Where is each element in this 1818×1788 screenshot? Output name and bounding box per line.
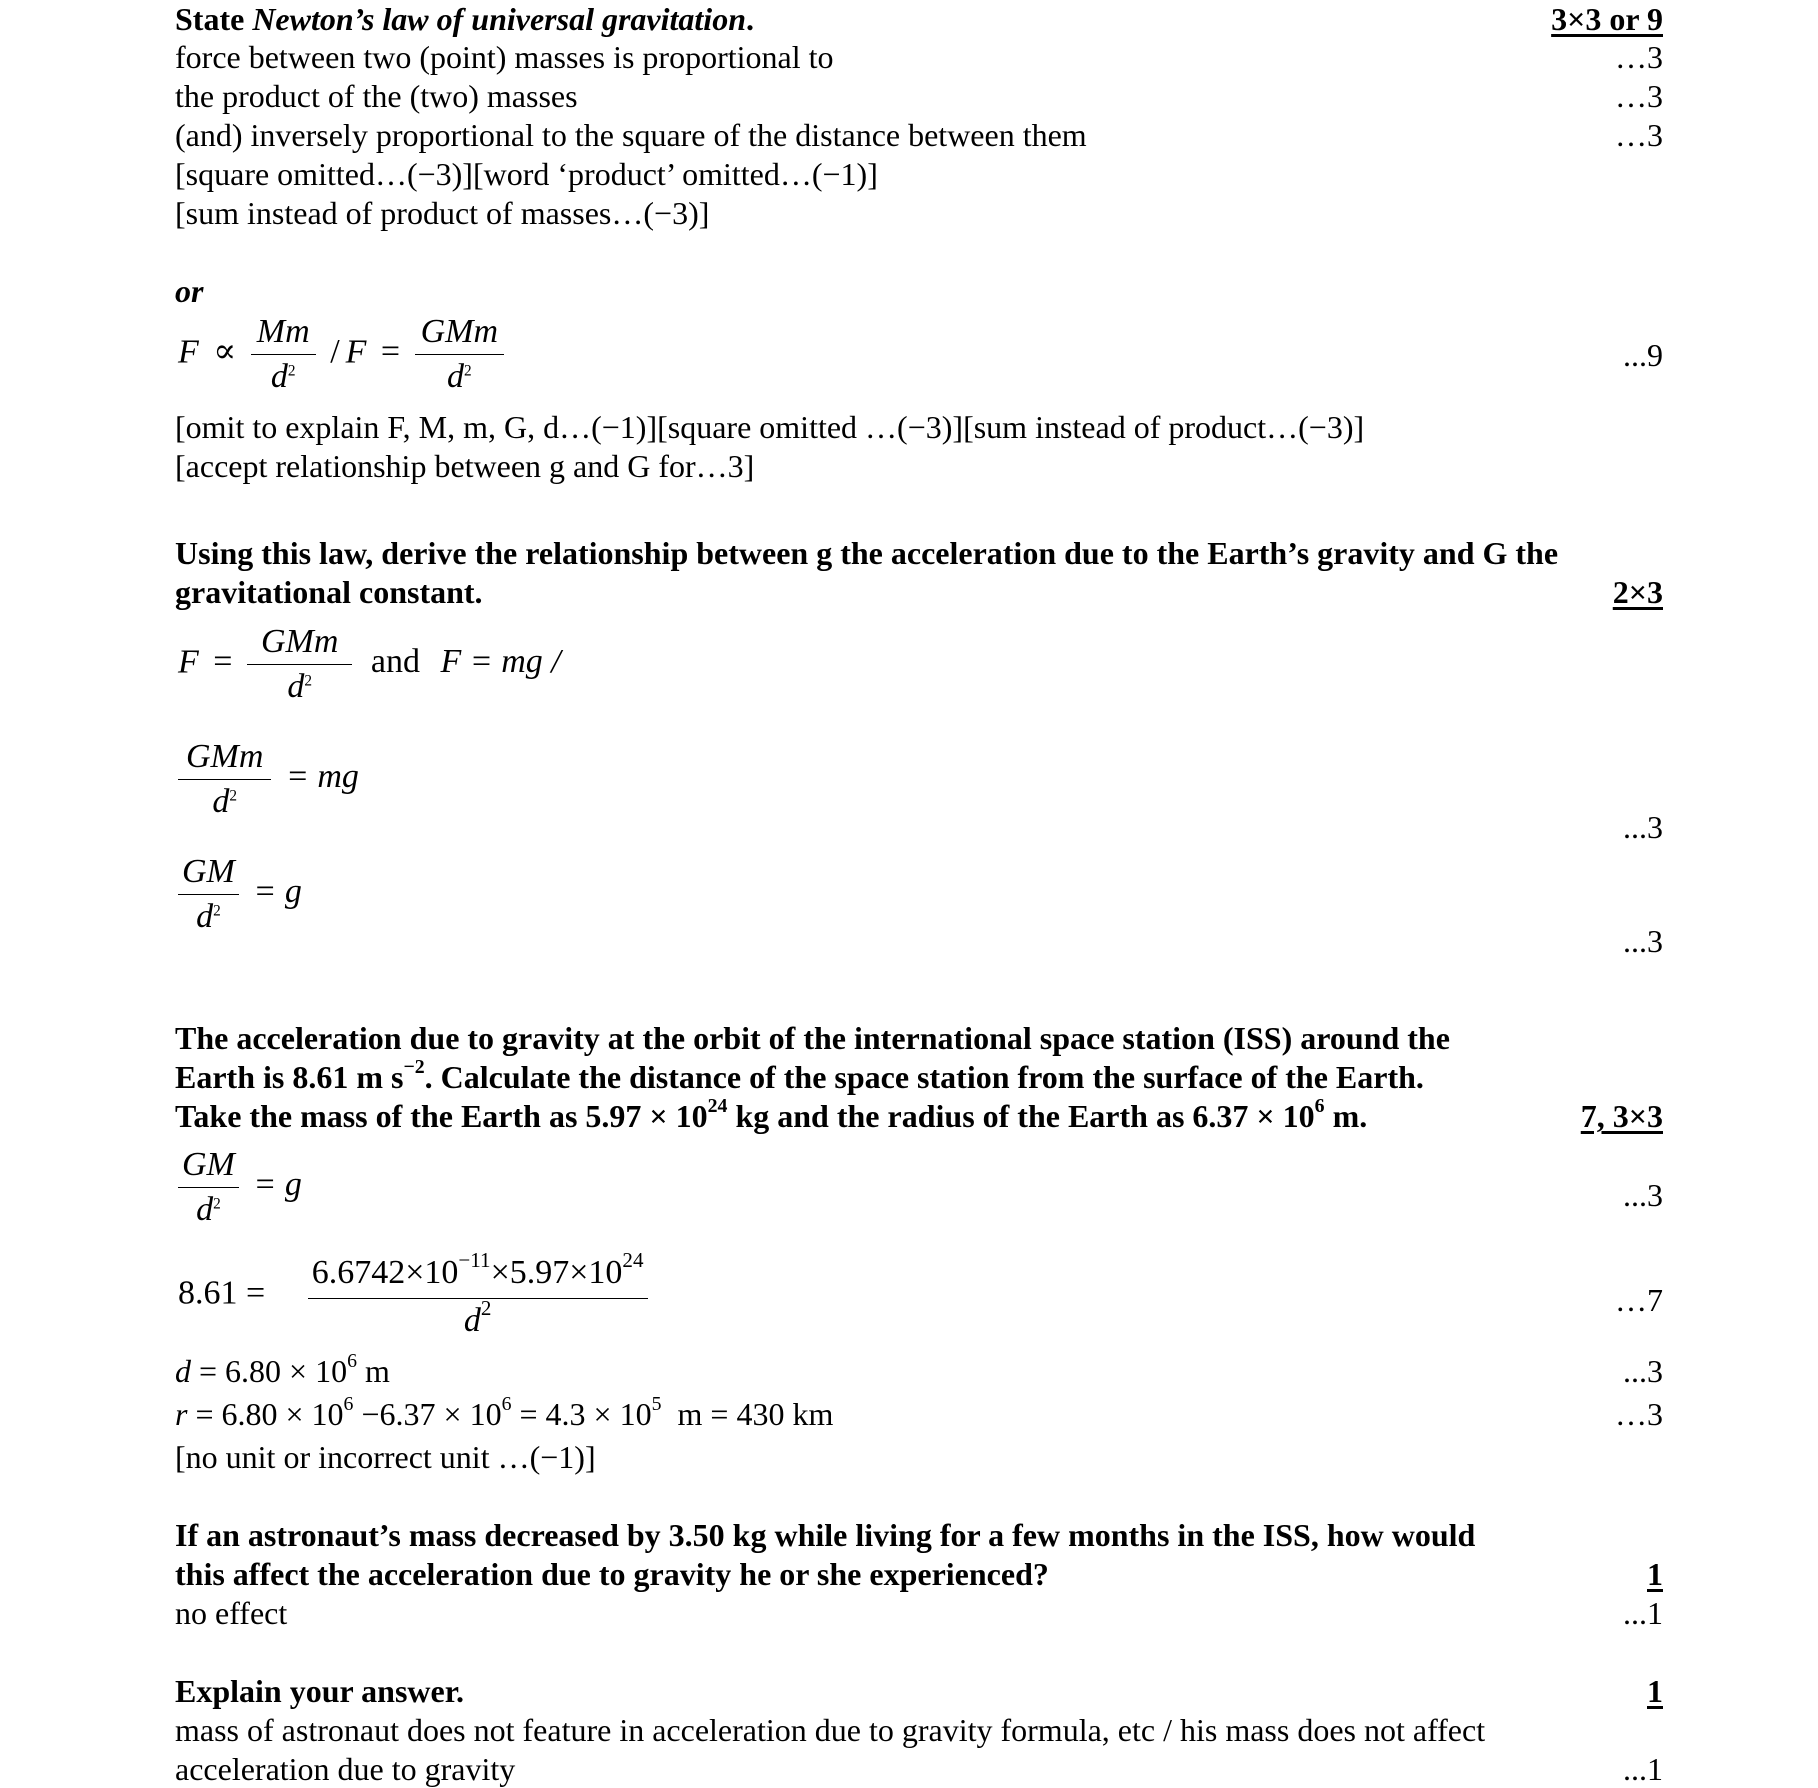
text: 6.6742×10 — [311, 1254, 459, 1291]
numerator: GMm — [178, 735, 271, 780]
marking-note: [accept relationship between g and G for…3] — [175, 448, 755, 484]
marking-note: [omit to explain F, M, m, G, d…(−1)][square omitted …(−3)][sum instead of product…(−3)] — [175, 409, 1365, 445]
numerator: GMm — [415, 310, 504, 355]
den-var: d — [196, 1191, 214, 1228]
question-astronaut-line1: If an astronaut’s mass decreased by 3.50 kg while living for a few months in the ISS, how would — [175, 1517, 1476, 1553]
fraction — [308, 1248, 648, 1343]
marking-note: [sum instead of product of masses…(−3)] — [175, 195, 710, 231]
den-var: d — [270, 358, 288, 395]
denominator — [178, 895, 239, 939]
formula-rhs: F = mg / — [440, 643, 561, 681]
answer-line: force between two (point) masses is proportional to — [175, 39, 834, 75]
answer-mark: …3 — [1615, 78, 1663, 114]
derive-step-3 — [178, 850, 302, 939]
question-astronaut-line2: this affect the acceleration due to gravity he or she experienced? — [175, 1556, 1049, 1592]
text: Take the mass of the Earth as 5.97 × 10 — [175, 1098, 708, 1134]
formula-rhs: = g — [253, 873, 302, 911]
text: ×5.97×10 — [490, 1254, 623, 1291]
fraction — [251, 310, 316, 399]
derive-step-1 — [178, 620, 561, 709]
answer-line: the product of the (two) masses — [175, 78, 578, 114]
calc-mark: ...3 — [1623, 1353, 1663, 1389]
formula-op: = — [213, 643, 233, 681]
denominator — [308, 1296, 648, 1343]
calc-mark: ...3 — [1623, 1177, 1663, 1213]
answer-line: mass of astronaut does not feature in acceleration due to gravity formula, etc / his mass does not affect — [175, 1712, 1486, 1748]
denominator — [178, 1188, 239, 1232]
text: m. — [1324, 1098, 1368, 1134]
question-italic: Newton’s law of universal gravitation — [252, 1, 746, 37]
numerator: GM — [178, 1143, 239, 1188]
exponent: 2 — [304, 672, 313, 690]
text: = 4.3 × 10 — [511, 1396, 652, 1432]
denominator — [178, 780, 271, 824]
fraction — [178, 735, 271, 824]
answer-line: acceleration due to gravity — [175, 1751, 516, 1787]
formula-newton — [178, 310, 504, 399]
formula-rhs: = g — [253, 1166, 302, 1204]
den-var: d — [212, 783, 230, 820]
numerator: Mm — [251, 310, 316, 355]
marks-total-2: 2×3 — [1612, 574, 1663, 610]
exponent: 2 — [480, 1296, 492, 1321]
marks-total-3: 7, 3×3 — [1580, 1098, 1663, 1134]
text: . Calculate the distance of the space station from the surface of the Earth. — [424, 1059, 1424, 1095]
den-var: d — [196, 898, 214, 935]
question-iss-line3 — [175, 1097, 1367, 1135]
denominator — [415, 355, 504, 399]
answer-line: (and) inversely proportional to the square of the distance between them — [175, 117, 1087, 153]
marks-total-4: 1 — [1647, 1556, 1663, 1592]
question-newtons-law — [175, 0, 754, 38]
exponent: 2 — [213, 902, 221, 920]
formula-sep: / — [330, 333, 340, 371]
exponent: −2 — [403, 1056, 425, 1079]
var: r — [175, 1396, 188, 1432]
question-derive-line1: Using this law, derive the relationship between g the acceleration due to the Earth’s gravity and G the — [175, 535, 1559, 571]
exponent: 5 — [651, 1393, 662, 1416]
fraction — [415, 310, 504, 399]
fraction — [178, 850, 239, 939]
denominator — [251, 355, 316, 399]
exponent: 2 — [287, 362, 296, 380]
formula-op: = — [380, 333, 401, 371]
calc-step-4 — [175, 1395, 833, 1433]
answer-mark: …3 — [1615, 117, 1663, 153]
fraction — [178, 1143, 239, 1232]
calc-step-2 — [178, 1248, 648, 1343]
text: = 6.80 × 10 — [187, 1396, 344, 1432]
derive-step-2 — [178, 735, 359, 824]
den-var: d — [447, 358, 464, 395]
exponent: 6 — [347, 1350, 358, 1373]
answer-mark: …3 — [1615, 39, 1663, 75]
answer-mark: ...1 — [1623, 1595, 1663, 1631]
question-prefix: State — [175, 1, 253, 37]
question-explain: Explain your answer. — [175, 1673, 464, 1709]
formula-var: F — [345, 333, 367, 371]
question-iss-line2 — [175, 1058, 1424, 1096]
text: Earth is 8.61 m s — [175, 1059, 404, 1095]
text: kg and the radius of the Earth as 6.37 × 10 — [727, 1098, 1315, 1134]
exponent: 6 — [1314, 1095, 1325, 1118]
exponent: 6 — [501, 1393, 512, 1416]
formula-op: ∝ — [213, 333, 237, 371]
and-text: and — [370, 643, 420, 681]
formula-var: F — [178, 333, 199, 371]
den-var: d — [463, 1302, 481, 1339]
marks-total-1: 3×3 or 9 — [1551, 1, 1663, 37]
numerator: GMm — [247, 620, 352, 665]
exponent: 2 — [213, 1195, 221, 1213]
marking-note: [square omitted…(−3)][word ‘product’ omitted…(−1)] — [175, 156, 878, 192]
text: m — [357, 1353, 390, 1389]
formula-lhs: 8.61 = — [178, 1274, 266, 1312]
answer-line: no effect — [175, 1595, 288, 1631]
marking-note: [no unit or incorrect unit …(−1)] — [175, 1439, 596, 1475]
fraction — [247, 620, 352, 709]
exponent: 2 — [229, 787, 238, 805]
formula-mark: ...9 — [1623, 337, 1663, 373]
question-derive-line2: gravitational constant. — [175, 574, 483, 610]
or-label: or — [175, 273, 204, 309]
text: −6.37 × 10 — [353, 1396, 502, 1432]
formula-rhs: = mg — [285, 758, 359, 796]
derive-mark: ...3 — [1623, 923, 1663, 959]
derive-mark: ...3 — [1623, 809, 1663, 845]
calc-mark: …3 — [1615, 1396, 1663, 1432]
answer-mark: ...1 — [1623, 1751, 1663, 1787]
calc-mark: …7 — [1615, 1282, 1663, 1318]
exponent: 6 — [343, 1393, 354, 1416]
text: m = 430 km — [661, 1396, 834, 1432]
exponent: 24 — [622, 1248, 644, 1273]
exponent: −11 — [458, 1248, 491, 1273]
text: = 6.80 × 10 — [191, 1353, 348, 1389]
denominator — [247, 665, 352, 709]
marks-total-5: 1 — [1647, 1673, 1663, 1709]
exponent: 24 — [707, 1095, 728, 1118]
calc-step-3 — [175, 1352, 390, 1390]
formula-var: F — [178, 643, 199, 681]
var: d — [175, 1353, 191, 1389]
calc-step-1 — [178, 1143, 302, 1232]
exponent: 2 — [464, 362, 472, 380]
den-var: d — [287, 668, 305, 705]
numerator — [308, 1248, 648, 1299]
question-iss-line1: The acceleration due to gravity at the orbit of the international space station (ISS) around the — [175, 1020, 1450, 1056]
numerator: GM — [178, 850, 239, 895]
question-suffix: . — [745, 1, 754, 37]
